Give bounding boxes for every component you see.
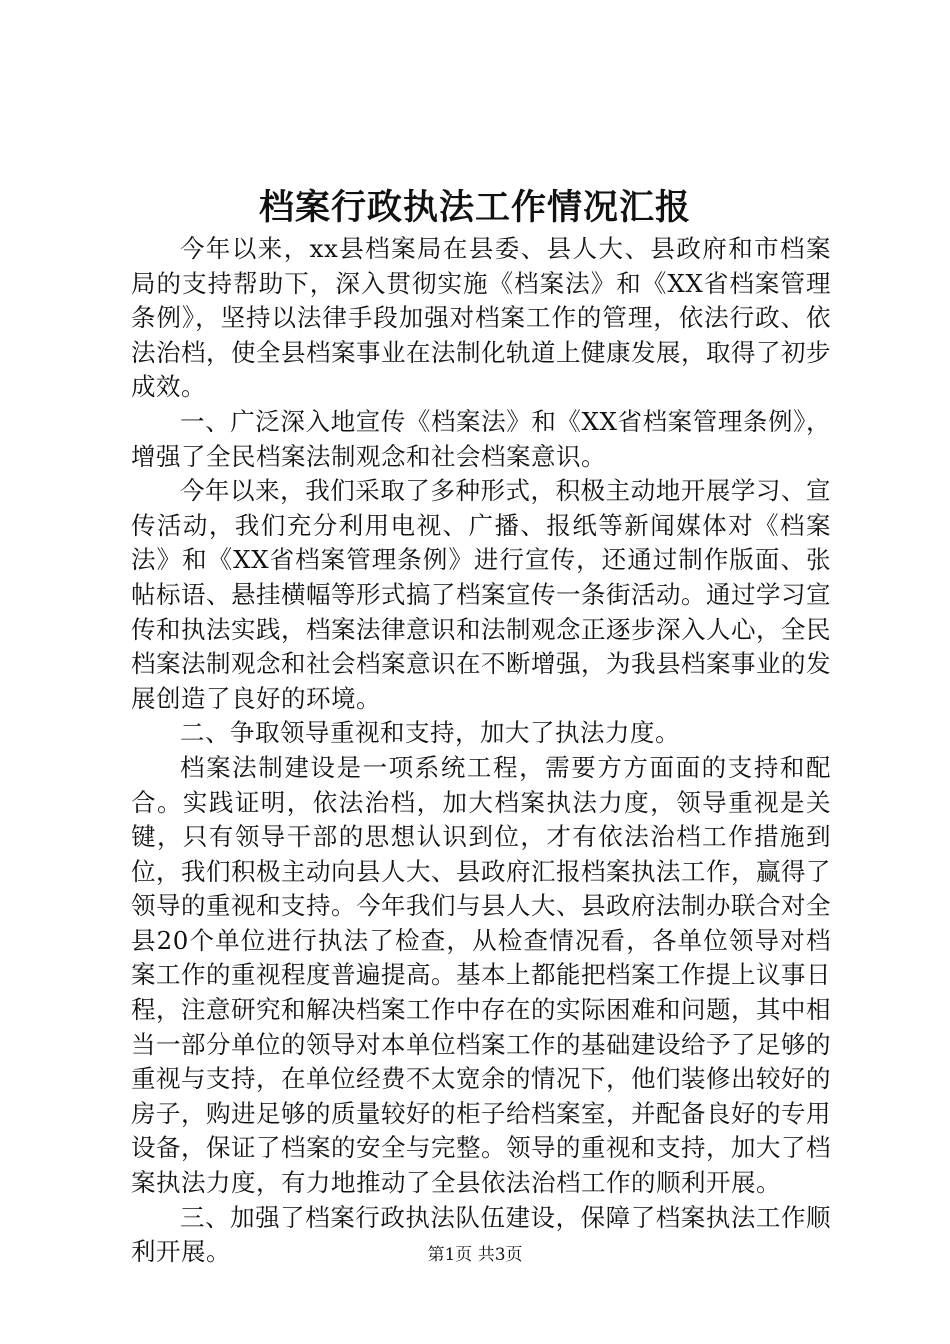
section-heading-3: 三、加强了档案行政执法队伍建设，保障了档案执法工作顺利开展。 (131, 1202, 831, 1267)
paragraph-intro: 今年以来，xx县档案局在县委、县人大、县政府和市档案局的支持帮助下，深入贯彻实施《档案法》和《XX省档案管理条例》，坚持以法律手段加强对档案工作的管理，依法行政、依法治档，使全县档案事业在法制化轨道上健康发展，取得了初步成效。 (131, 234, 831, 402)
paragraph-section-2: 档案法制建设是一项系统工程，需要方方面面的支持和配合。实践证明，依法治档，加大档案执法力度，领导重视是关键，只有领导干部的思想认识到位，才有依法治档工作措施到位，我们积极主动向县人大、县政府汇报档案执法工作，赢得了领导的重视和支持。今年我们与县人大、县政府法制办联合对全县20个单位进行执法了检查，从检查情况看，各单位领导对档案工作的重视程度普遍提高。基本上都能把档案工作提上议事日程，注意研究和解决档案工作中存在的实际困难和问题，其中相当一部分单位的领导对本单位档案工作的基础建设给予了足够的重视与支持，在单位经费不太宽余的情况下，他们装修出较好的房子，购进足够的质量较好的柜子给档案室，并配备良好的专用设备，保证了档案的安全与完整。领导的重视和支持，加大了档案执法力度，有力地推动了全县依法治档工作的顺利开展。 (131, 752, 831, 1198)
document-title: 档案行政执法工作情况汇报 (258, 187, 691, 228)
paragraph-section-1: 今年以来，我们采取了多种形式，积极主动地开展学习、宣传活动，我们充分利用电视、广播、报纸等新闻媒体对《档案法》和《XX省档案管理条例》进行宣传，还通过制作版面、张帖标语、悬挂横幅等形式搞了档案宣传一条街活动。通过学习宣传和执法实践，档案法律意识和法制观念正逐步深入人心，全民档案法制观念和社会档案意识在不断增强，为我县档案事业的发展创造了良好的环境。 (131, 476, 831, 713)
section-heading-2: 二、争取领导重视和支持，加大了执法力度。 (180, 718, 680, 748)
page-footer: 第1页 共3页 (427, 1245, 523, 1265)
document-body (131, 232, 831, 1270)
section-heading-1: 一、广泛深入地宣传《档案法》和《XX省档案管理条例》，增强了全民档案法制观念和社会档案意识。 (131, 406, 831, 471)
